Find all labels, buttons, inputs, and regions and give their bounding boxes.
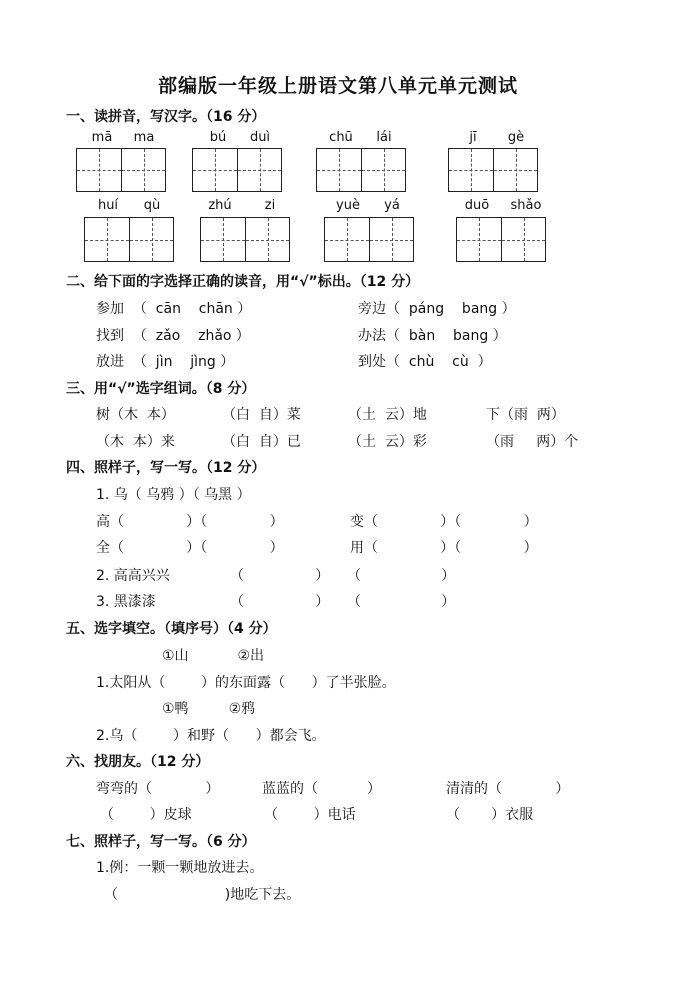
pinyin-label: duō xyxy=(464,198,490,213)
blank-line[interactable]: （ )地吃下去。 xyxy=(104,887,301,903)
section-6-heading: 六、找朋友。（12 分） xyxy=(66,754,210,770)
section-4-heading: 四、照样子，写一写。（12 分） xyxy=(66,460,266,476)
reading-choice-4[interactable]: 旁边（ páng bang ） xyxy=(358,301,516,317)
section-7-heading: 七、照样子，写一写。（6 分） xyxy=(66,834,256,850)
writing-grid[interactable] xyxy=(84,217,174,262)
word-choice[interactable]: （白 自）菜 xyxy=(222,407,301,423)
reading-choice-1[interactable]: 参加 （ cān chān ） xyxy=(96,301,252,317)
option-line: ①鸭 ②鸦 xyxy=(162,701,256,717)
pinyin-label: qù xyxy=(143,198,161,213)
word-choice[interactable]: （土 云）地 xyxy=(348,407,427,423)
word-choice[interactable]: （雨 两）个 xyxy=(486,434,579,450)
blank-line-quan[interactable]: 全（ ）（ ） xyxy=(96,540,284,556)
writing-grid[interactable] xyxy=(192,148,282,192)
word-choice[interactable]: （土 云）彩 xyxy=(348,434,427,450)
section-5-heading: 五、选字填空。（填序号）（4 分） xyxy=(66,621,277,637)
pinyin-label: jī xyxy=(469,130,477,145)
pattern-label: 3. 黑漆漆 xyxy=(96,594,156,610)
word-choice[interactable]: 树（木 本） xyxy=(96,407,175,423)
pinyin-label: gè xyxy=(507,130,525,145)
writing-grid[interactable] xyxy=(324,217,414,262)
pattern-blanks[interactable]: （ ） （ ） xyxy=(230,568,456,584)
writing-grid[interactable] xyxy=(448,148,538,192)
question-line[interactable]: 1.太阳从（ ）的东面露（ ）了半张脸。 xyxy=(96,675,396,691)
match-blank[interactable]: 弯弯的（ ） xyxy=(96,781,220,797)
pinyin-label: shǎo xyxy=(510,198,542,213)
match-blank[interactable]: 蓝蓝的（ ） xyxy=(262,781,381,797)
match-blank[interactable]: （ ）电话 xyxy=(264,807,356,823)
question-line[interactable]: 2.乌（ ）和野（ ）都会飞。 xyxy=(96,728,326,744)
pinyin-label: ma xyxy=(133,130,155,145)
pinyin-label: mā xyxy=(91,130,113,145)
example-line: 1. 乌（ 乌鸦 ）（ 乌黑 ） xyxy=(96,487,251,503)
word-choice[interactable]: （白 自）已 xyxy=(222,434,301,450)
writing-grid[interactable] xyxy=(200,217,290,262)
match-blank[interactable]: （ ）皮球 xyxy=(100,807,192,823)
section-3-heading: 三、用“√”选字组词。（8 分） xyxy=(66,381,256,397)
page-title: 部编版一年级上册语文第八单元单元测试 xyxy=(158,75,519,97)
section-2-heading: 二、给下面的字选择正确的读音，用“√”标出。（12 分） xyxy=(66,274,420,290)
match-blank[interactable]: （ ）衣服 xyxy=(446,807,534,823)
word-choice[interactable]: （木 本）来 xyxy=(96,434,175,450)
reading-choice-2[interactable]: 找到 （ zǎo zhǎo ） xyxy=(96,328,250,344)
pinyin-label: huí xyxy=(97,198,119,213)
pattern-blanks[interactable]: （ ） （ ） xyxy=(230,594,456,610)
pinyin-label: zhú xyxy=(208,198,232,213)
reading-choice-5[interactable]: 办法（ bàn bang ） xyxy=(358,328,507,344)
reading-choice-3[interactable]: 放进 （ jìn jìng ） xyxy=(96,354,235,370)
reading-choice-6[interactable]: 到处（ chù cù ） xyxy=(358,354,492,370)
writing-grid[interactable] xyxy=(456,217,546,262)
blank-line-yong[interactable]: 用（ ）（ ） xyxy=(350,540,538,556)
writing-grid[interactable] xyxy=(76,148,166,192)
pattern-label: 2. 高高兴兴 xyxy=(96,568,170,584)
blank-line-bian[interactable]: 变（ ）（ ） xyxy=(350,514,538,530)
pinyin-label: yuè xyxy=(336,198,360,213)
pinyin-label: chū xyxy=(329,130,353,145)
pinyin-label: lái xyxy=(376,130,392,145)
blank-line-gao[interactable]: 高（ ）（ ） xyxy=(96,514,284,530)
pinyin-label: zi xyxy=(264,198,276,213)
word-choice[interactable]: 下（雨 两） xyxy=(486,407,565,423)
pinyin-label: yá xyxy=(384,198,400,213)
section-1-heading: 一、读拼音，写汉字。（16 分） xyxy=(66,109,266,125)
example-line: 1.例：一颗一颗地放进去。 xyxy=(96,860,264,876)
writing-grid[interactable] xyxy=(316,148,406,192)
pinyin-label: bú xyxy=(209,130,227,145)
pinyin-label: duì xyxy=(249,130,271,145)
option-line: ①山 ②出 xyxy=(162,648,265,664)
match-blank[interactable]: 清清的（ ） xyxy=(446,781,570,797)
